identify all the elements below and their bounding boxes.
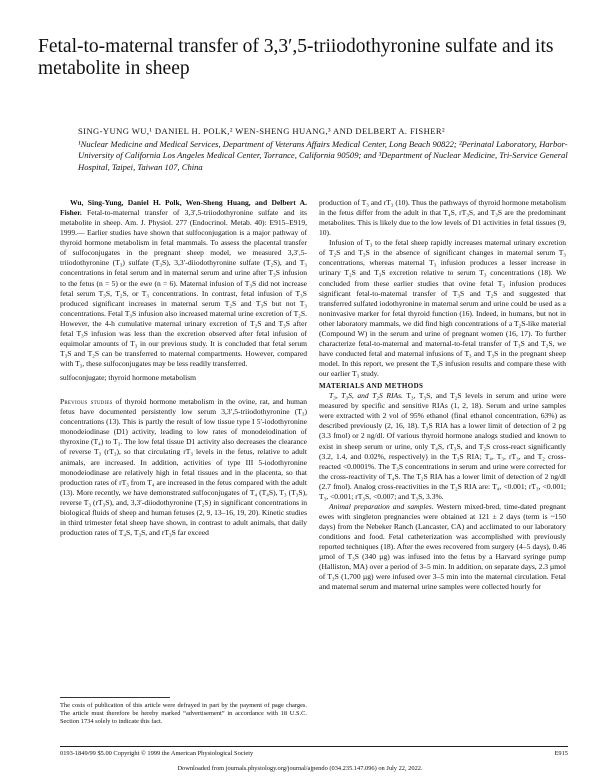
article-title: Fetal-to-maternal transfer of 3,3′,5-triiodothyronine sulfate and its metabolite in sheep [38,36,554,79]
methods-ria-paragraph [319,391,566,502]
abstract-citation-authors: Wu, Sing-Yung, Daniel H. Polk, Wen-Sheng Huang, and Delbert A. Fisher. [60,198,307,218]
ria-subheading: T₃, T₃S, and T₂S RIAs. [329,391,403,401]
intro-lead: Previous studies [60,397,113,407]
left-column [60,198,307,538]
abstract [60,198,307,369]
intro-paragraph-2: Infusion of T₃ to the fetal sheep rapidly increases maternal urinary excretion of T₂S and T₃S in the absence of significant changes in maternal serum T₃ concentrations, whereas maternal T₃ infusion produces a lesser increase in urinary T₂S and T₃S excretion relative to serum T₃ concentrations (18). We concluded from these earlier studies that ovine fetal T₃ infusion produces significant fetal-to-maternal transfer of T₃S and T₂S and suggested that transferred sulfated iodothyronine in maternal serum and urine could be used as a noninvasive marker for fetal thyroid function (16). Indeed, in humans, but not in other laboratory mammals, we did find high concentrations of a T₂S-like material (Compound W) in the serum and urine of pregnant women (16, 17). To further characterize fetal-to-maternal and maternal-to-fetal transfer of T₃S and T₂S, we have conducted fetal and maternal infusions of T₃ and T₃S in the pregnant sheep model. In this report, we present the T₃S infusion results and compare these with our earlier T₃ study. [319,238,566,379]
ria-text: T₃, T₃S, and T₂S levels in serum and urine were measured by specific and sensitive RIAs (1, 2, 18). Serum and urine samples were extracted with 2 vol of 95% ethanol (final ethanol concentration, 63%) as described previously (2, 16, 18). T₃S RIA has a lower limit of detection of 2 pg (3.3 fmol) or 2 ng/dl. Of various thyroid hormone analogs studied and known to exist in sheep serum or urine, only T₄S, rT₃S, and T₂S cross-react significantly (3.2, 1.4, and 0.02%, respectively) in the T₃S RIA; T₄, T₃, rT₃, and T₂ cross-reacted <0.0001%. The T₃S concentrations in serum and urine were corrected for the cross-reactivity of T₄S. The T₂S RIA has a lower limit of detection of 2 ng/dl (2.7 fmol). Analog cross-reactivities in the T₂S RIA are: T₄, <0.001; rT₃, <0.001; T₃, <0.001; rT₃S, <0.007; and T₃S, 3.3%. [319,391,566,501]
footer-divider [60,746,568,747]
section-heading-methods: MATERIALS AND METHODS [319,382,424,391]
intro-text: of thyroid hormone metabolism in the ovine, rat, and human fetus have documented persistently low serum 3,3′,5-triiodothyronine (T₃) concentrations (13). This is partly the result of low tissue type I 5′-iodothyronine monodeiodinase (D1) activity, leading to low rates of monodeiodination of thyroxine (T₄) to T₃. The low fetal tissue D1 activity also decreases the clearance of reverse T₃ (rT₃), so that circulating rT₃ levels in the fetus, relative to adult animals, are increased. In addition, activities of type III 5-iodothyronine monodeiodinase are relatively high in fetal tissues and in the placenta, so that production rates of rT₃ from T₄ are increased in the fetus compared with the adult (13). More recently, we have demonstrated sulfoconjugates of T₄ (T₄S), T₃ (T₃S), reverse T₃ (rT₃S), and, 3,3′-diiodothyronine (T₂S) in significant concentrations in biological fluids of sheep and human fetuses (2, 9, 13–16, 19, 20). Kinetic studies in third trimester fetal sheep have shown, in contrast to adult animals, that daily production rates of T₄S, T₃S, and rT₃S far exceed [60,397,308,537]
copyright-notice: 0193-1849/99 $5.00 Copyright © 1999 the American Physiological Society [60,750,254,757]
download-notice: Downloaded from journals.physiology.org/journal/ajpendo (034.235.147.096) on July 22, 2022. [177,765,423,772]
intro-continued: production of T₃ and rT₃ (10). Thus the pathways of thyroid hormone metabolism in the fetus differ from the adult in that T₄S, rT₃S, and T₃S are the predominant metabolites. This is likely due to the low levels of D1 activities in fetal tissues (9, 10). [319,198,566,238]
page-number: E915 [554,750,568,757]
abstract-citation: Fetal-to-maternal transfer of 3,3′,5-triiodothyronine sulfate and its metabolite in sheep. Am. J. Physiol. 277 (Endocrinol. Metab. 40): E915–E919, 1999.— [60,208,307,238]
page-charges-footnote: The costs of publication of this article were defrayed in part by the payment of page charges. The article must therefore be hereby marked “advertisement” in accordance with 18 U.S.C. Section 1734 solely to indicate this fact. [60,702,307,726]
author-list: SING-YUNG WU,¹ DANIEL H. POLK,² WEN-SHENG HUANG,³ AND DELBERT A. FISHER² [78,126,445,136]
right-column [319,198,566,592]
keywords: sulfoconjugate; thyroid hormone metabolism [60,373,197,383]
abstract-body: Earlier studies have shown that sulfoconjugation is a major pathway of thyroid hormone metabolism in fetal mammals. To assess the placental transfer of sulfoconjugates in the pregnant sheep model, we measured 3,3′,5-triiodothyronine (T₃) sulfate (T₃S), 3,3′-diiodothyronine sulfate (T₂S), and T₃ concentrations in fetal serum and in maternal serum and urine after T₃S infusion to the fetus (n = 5) or the ewe (n = 6). Maternal infusion of T₃S did not increase fetal serum T₃S, T₂S, or T₃ concentrations. In contrast, fetal infusion of T₃S produced significant increases in maternal serum T₂S and T₃S but not T₃ concentrations. Fetal T₃S infusion also increased maternal urine excretion of T₂S. However, the 4-h cumulative maternal urinary excretion of T₂S and T₃S after fetal T₃S infusion was less than the excretion observed after fetal infusion of equimolar amounts of T₃ in our previous study. It is concluded that fetal serum T₃S and T₂S can be transferred to maternal compartments. However, compared with T₃, these sulfoconjugates may be less readily transferred. [60,228,307,368]
methods-animal-paragraph [319,502,566,593]
animal-subheading: Animal preparation and samples. [329,501,434,511]
animal-text: Western mixed-bred, time-dated pregnant ewes with singleton pregnancies were obtained at 121 ± 2 days (term is ~150 days) from the Nebeker Ranch (Lancaster, CA) and acclimated to our laboratory conditions and food. Fetal catheterization was accomplished with previously reported techniques (18). After the ewes recovered from surgery (4–5 days), 0.46 µmol of T₃S (340 µg) was infused into the fetus by a Harvard syringe pump (Halliston, MA) over a period of 3–5 min. In addition, on separate days, 2.3 µmol of T₃S (1,700 µg) were infused over 3–5 min into the maternal circulation. Fetal and maternal serum and maternal urine samples were collected hourly for [319,501,566,592]
footnote-divider [60,697,170,698]
author-affiliations: ¹Nuclear Medicine and Medical Services, Department of Veterans Affairs Medical Center, Long Beach 90822; ²Perinatal Laboratory, Harbor-University of California Los Angeles Medical Center, Torrance, California 90509; and ³Department of Nuclear Medicine, Tri-Service General Hospital, Taipei, Taiwan 107, China [78,139,568,172]
intro-paragraph [60,397,307,538]
